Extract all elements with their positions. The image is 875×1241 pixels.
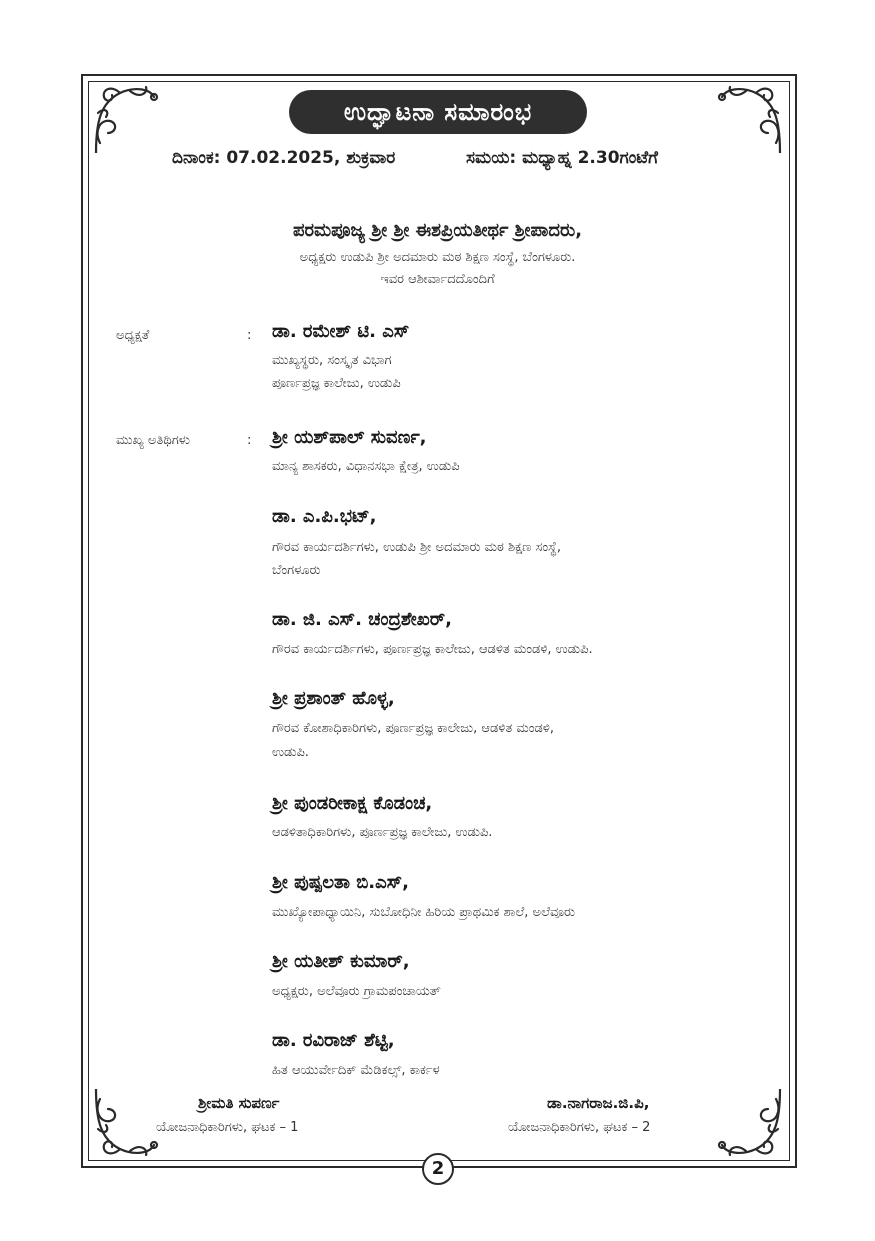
ornament-top-left-icon: [90, 83, 160, 153]
guest-name: ಶ್ರೀ ಯತೀಶ್ ಕುಮಾರ್,: [272, 951, 410, 972]
ornament-top-right-icon: [716, 83, 786, 153]
guest-desc: ಗೌರವ ಕಾರ್ಯದರ್ಶಿಗಳು, ಪೂರ್ಣಪ್ರಜ್ಞ ಕಾಲೇಜು, ಆಡಳಿತ ಮಂಡಳಿ, ಉಡುಪಿ.: [272, 642, 593, 657]
guest-desc: ಗೌರವ ಕಾರ್ಯದರ್ಶಿಗಳು, ಉಡುಪಿ ಶ್ರೀ ಅದಮಾರು ಮಠ ಶಿಕ್ಷಣ ಸಂಸ್ಥೆ,: [272, 540, 562, 555]
presidency-colon: :: [247, 328, 252, 343]
presidency-name: ಡಾ. ರಮೇಶ್ ಟಿ. ಎಸ್: [272, 321, 410, 342]
presidency-desc-1: ಮುಖ್ಯಸ್ಥರು, ಸಂಸ್ಕೃತ ವಿಭಾಗ: [272, 353, 392, 368]
event-date: ದಿನಾಂಕ: 07.02.2025, ಶುಕ್ರವಾರ: [172, 148, 396, 168]
guest-desc: ಆಡಳಿತಾಧಿಕಾರಿಗಳು, ಪೂರ್ಣಪ್ರಜ್ಞ ಕಾಲೇಜು, ಉಡುಪಿ.: [272, 825, 493, 840]
guest-desc: ಉಡುಪಿ.: [272, 745, 309, 760]
signatory-right-role: ಯೋಜನಾಧಿಕಾರಿಗಳು, ಘಟಕ – 2: [508, 1120, 651, 1135]
guest-desc: ಬೆಂಗಳೂರು: [272, 563, 321, 578]
signatory-right-name: ಡಾ.ನಾಗರಾಜ.ಜಿ.ಪಿ,: [547, 1094, 650, 1112]
guest-name: ಡಾ. ಜಿ. ಎಸ್. ಚಂದ್ರಶೇಖರ್,: [272, 609, 452, 630]
guest-name: ಡಾ. ಎ.ಪಿ.ಭಟ್,: [272, 506, 377, 527]
signatory-left-name: ಶ್ರೀಮತಿ ಸುಪರ್ಣ: [198, 1094, 280, 1112]
page-number: 2: [422, 1153, 454, 1185]
page-title: ಉದ್ಘಾಟನಾ ಸಮಾರಂಭ: [289, 90, 587, 134]
guests-colon: :: [247, 433, 252, 448]
ornament-bottom-right-icon: [716, 1089, 786, 1159]
presidency-desc-2: ಪೂರ್ಣಪ್ರಜ್ಞ ಕಾಲೇಜು, ಉಡುಪಿ: [272, 376, 401, 391]
guests-label: ಮುಖ್ಯ ಅತಿಥಿಗಳು: [116, 433, 190, 448]
event-time: ಸಮಯ: ಮಧ್ಯಾಹ್ನ 2.30ಗಂಟೆಗೆ: [466, 148, 658, 168]
signatory-left-role: ಯೋಜನಾಧಿಕಾರಿಗಳು, ಘಟಕ – 1: [156, 1120, 299, 1135]
guest-name: ಶ್ರೀ ಪುಷ್ಪಲತಾ ಬಿ.ಎಸ್,: [272, 872, 409, 893]
guest-name: ಶ್ರೀ ಯಶ್‌ಪಾಲ್ ಸುವರ್ಣ,: [272, 427, 427, 448]
presidency-label: ಅಧ್ಯಕ್ಷತೆ: [116, 328, 150, 343]
ornament-bottom-left-icon: [90, 1089, 160, 1159]
guest-name: ಡಾ. ರವಿರಾಜ್ ಶೆಟ್ಟಿ,: [272, 1030, 395, 1051]
guest-desc: ಅಧ್ಯಕ್ಷರು, ಅಲೆವೂರು ಗ್ರಾಮಪಂಚಾಯತ್: [272, 984, 441, 999]
guest-desc: ಮುಖ್ಯೋಪಾಧ್ಯಾಯಿನಿ, ಸುಬೋಧಿನೀ ಹಿರಿಯ ಪ್ರಾಥಮಿಕ ಶಾಲೆ, ಅಲೆವೂರು: [272, 905, 576, 920]
guest-desc: ಗೌರವ ಕೋಶಾಧಿಕಾರಿಗಳು, ಪೂರ್ಣಪ್ರಜ್ಞ ಕಾಲೇಜು, ಆಡಳಿತ ಮಂಡಳಿ,: [272, 721, 555, 736]
blessing-role: ಅಧ್ಯಕ್ಷರು ಉಡುಪಿ ಶ್ರೀ ಅದಮಾರು ಮಠ ಶಿಕ್ಷಣ ಸಂಸ್ಥೆ, ಬೆಂಗಳೂರು.: [299, 250, 576, 265]
guest-name: ಶ್ರೀ ಪ್ರಶಾಂತ್ ಹೊಳ್ಳ,: [272, 688, 395, 709]
blessing-note: ಇವರ ಆಶೀರ್ವಾದದೊಂದಿಗೆ: [380, 272, 495, 287]
blessing-name: ಪರಮಪೂಜ್ಯ ಶ್ರೀ ಶ್ರೀ ಈಶಪ್ರಿಯತೀರ್ಥ ಶ್ರೀಪಾದರು,: [292, 220, 583, 241]
guest-desc: ಮಾನ್ಯ ಶಾಸಕರು, ವಿಧಾನಸಭಾ ಕ್ಷೇತ್ರ, ಉಡುಪಿ: [272, 459, 460, 474]
guest-desc: ಹಿತ ಆಯುರ್ವೇದಿಕ್ ಮೆಡಿಕಲ್ಸ್, ಕಾರ್ಕಳ: [272, 1063, 440, 1078]
guest-name: ಶ್ರೀ ಪುಂಡರೀಕಾಕ್ಷ ಕೊಡಂಚ,: [272, 793, 433, 814]
